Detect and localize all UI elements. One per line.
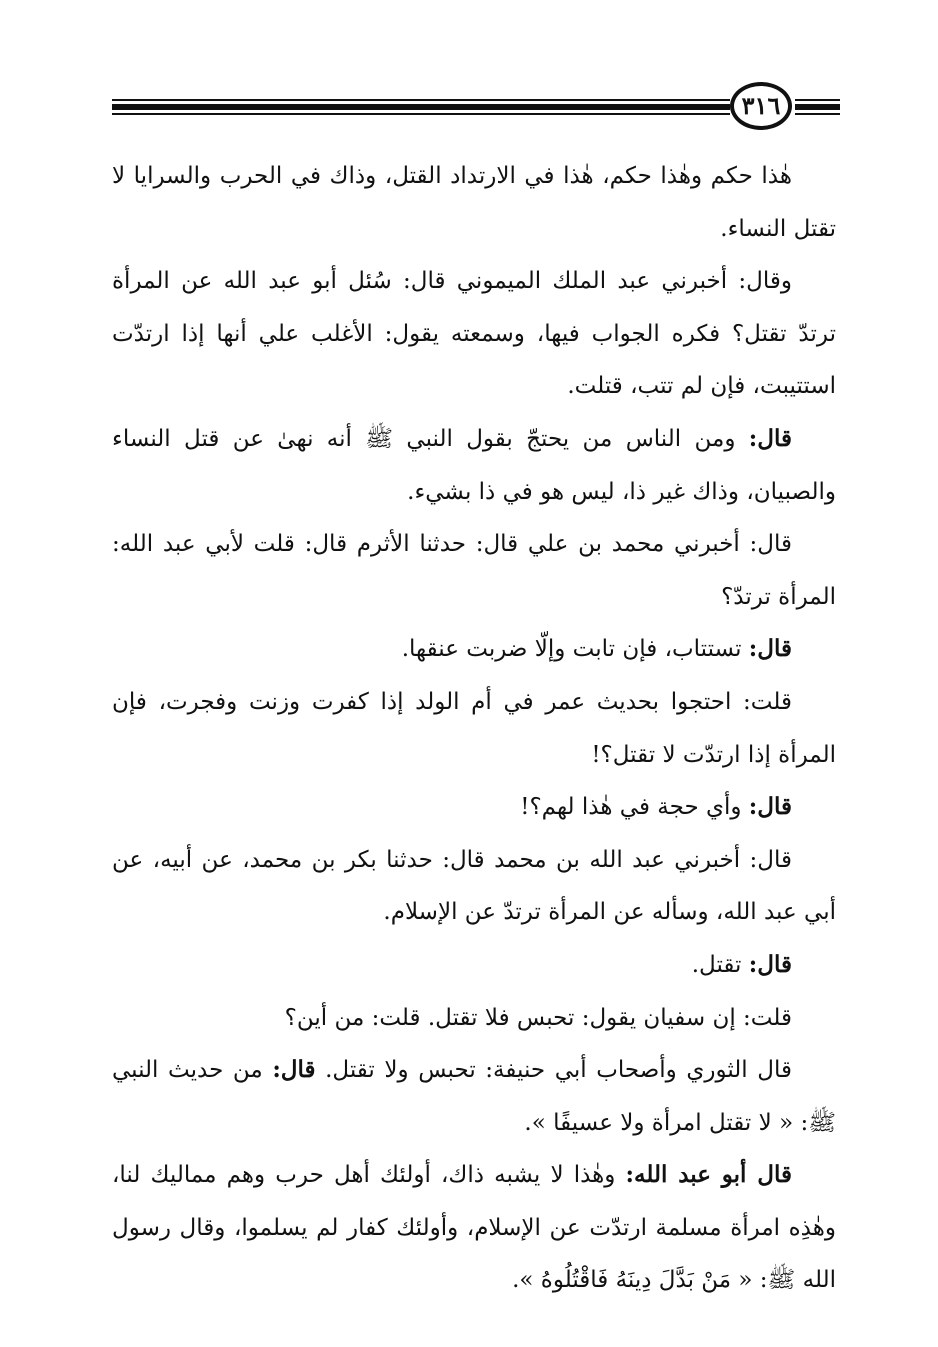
paragraph-11-text-2: من حديث النبي ﷺ: « لا تقتل امرأة ولا عسيفًا ». bbox=[112, 1057, 836, 1136]
paragraph-6 bbox=[112, 676, 836, 781]
paragraph-2 bbox=[112, 255, 836, 413]
paragraph-5-speaker: قال: bbox=[748, 635, 792, 663]
paragraph-10-text: قلت: إن سفيان يقول: تحبس فلا تقتل. قلت: من أين؟ bbox=[284, 1004, 792, 1031]
paragraph-12 bbox=[112, 1149, 836, 1307]
paragraph-11 bbox=[112, 1044, 836, 1149]
paragraph-11-text: قال الثوري وأصحاب أبي حنيفة: تحبس ولا تقتل. bbox=[315, 1057, 792, 1084]
paragraph-2-text: وقال: أخبرني عبد الملك الميموني قال: سُئل أبو عبد الله عن المرأة ترتدّ تقتل؟ فكره الجواب فيها، وسمعته يقول: الأغلب علي أنها إذا ارتدّت استتيبت، فإن لم تتب، قتلت. bbox=[112, 268, 836, 400]
paragraph-5-text: تستتاب، فإن تابت وإلّا ضربت عنقها. bbox=[401, 636, 749, 663]
paragraph-8 bbox=[112, 834, 836, 939]
paragraph-7-text: وأي حجة في هٰذا لهم؟! bbox=[520, 794, 749, 821]
paragraph-10 bbox=[112, 992, 836, 1045]
paragraph-11-speaker: قال: bbox=[272, 1056, 316, 1084]
header-rule-right-thin-top bbox=[795, 99, 840, 101]
header-rule-thin-bottom bbox=[112, 113, 730, 115]
header-rule-right-thin-bottom bbox=[795, 113, 840, 115]
page-number: ٣١٦ bbox=[741, 91, 781, 120]
page-number-badge bbox=[730, 82, 792, 130]
header-rule-thin-top bbox=[112, 99, 730, 101]
header-rule-thick bbox=[112, 104, 730, 110]
page-header bbox=[112, 82, 840, 134]
paragraph-9-speaker: قال: bbox=[748, 950, 792, 978]
paragraph-4 bbox=[112, 518, 836, 623]
paragraph-3 bbox=[112, 413, 836, 518]
paragraph-3-text: ومن الناس من يحتجّ بقول النبي ﷺ أنه نهىٰ عن قتل النساء والصبيان، وذاك غير ذا، ليس هو في ذا بشيء. bbox=[112, 425, 836, 505]
paragraph-5 bbox=[112, 623, 836, 676]
page-body bbox=[112, 150, 836, 1307]
paragraph-12-speaker: قال أبو عبد الله: bbox=[625, 1161, 792, 1189]
paragraph-9-text: تقتل. bbox=[691, 951, 749, 978]
paragraph-1 bbox=[112, 150, 836, 255]
paragraph-1-text: هٰذا حكم وهٰذا حكم، هٰذا في الارتداد القتل، وذاك في الحرب والسرايا لا تقتل النساء. bbox=[112, 163, 836, 242]
paragraph-8-text: قال: أخبرني عبد الله بن محمد قال: حدثنا بكر بن محمد، عن أبيه، عن أبي عبد الله، وسأله عن المرأة ترتدّ عن الإسلام. bbox=[112, 846, 836, 926]
paragraph-7-speaker: قال: bbox=[748, 793, 792, 821]
paragraph-9 bbox=[112, 939, 836, 992]
paragraph-4-text: قال: أخبرني محمد بن علي قال: حدثنا الأثرم قال: قلت لأبي عبد الله: المرأة ترتدّ؟ bbox=[112, 531, 836, 610]
paragraph-6-text: قلت: احتجوا بحديث عمر في أم الولد إذا كفرت وزنت وفجرت، فإن المرأة إذا ارتدّت لا تقتل؟! bbox=[112, 688, 836, 768]
paragraph-3-speaker: قال: bbox=[748, 424, 792, 452]
paragraph-7 bbox=[112, 781, 836, 834]
paragraph-12-text: وهٰذا لا يشبه ذاك، أولئك أهل حرب وهم مماليك لنا، وهٰذِه امرأة مسلمة ارتدّت عن الإسلام، وأولئك كفار لم يسلموا، وقال رسول الله ﷺ: « مَنْ بَدَّلَ دِينَهُ فَاقْتُلُوهُ ». bbox=[112, 1162, 836, 1294]
header-rule-right-thick bbox=[795, 104, 840, 110]
